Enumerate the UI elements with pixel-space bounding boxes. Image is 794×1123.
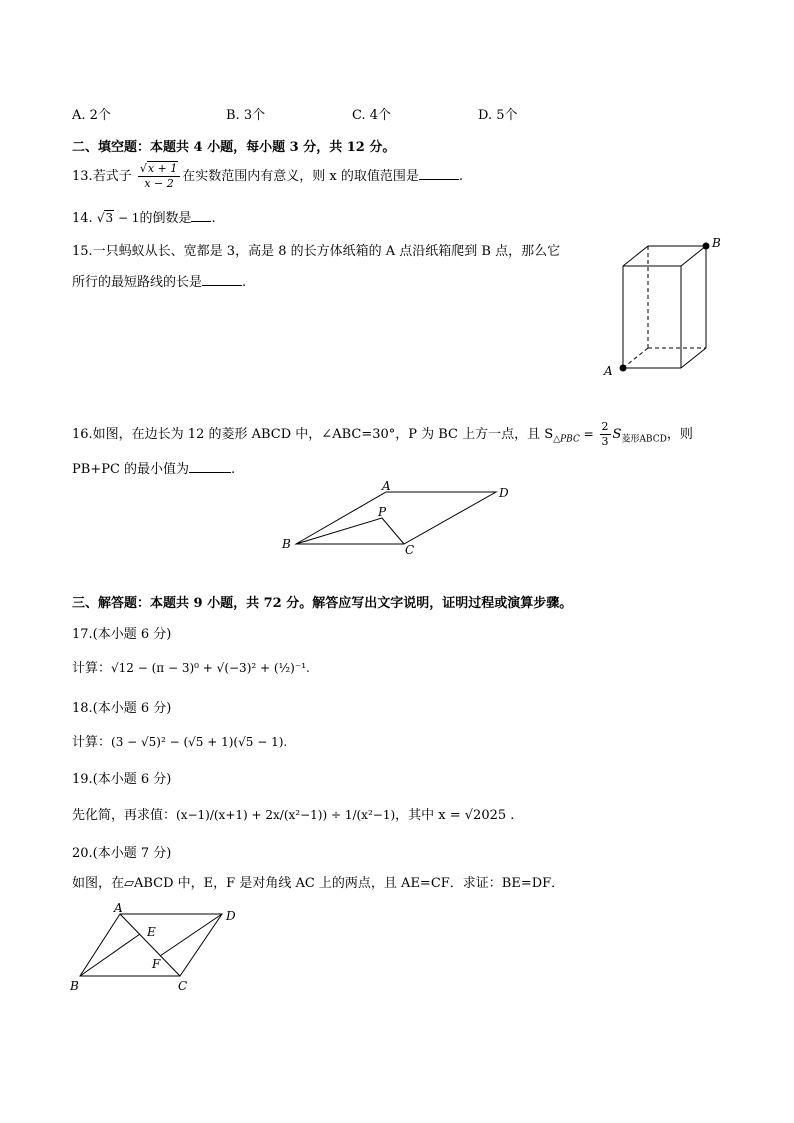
parallelogram-abcd xyxy=(80,914,222,976)
q13-frac-den: x − 2 xyxy=(144,177,174,190)
q14-number: 14. xyxy=(72,211,93,226)
q16-line-2: PB+PC 的最小值为 xyxy=(72,462,190,477)
figure-20-parallelogram xyxy=(62,896,252,996)
q18-body xyxy=(72,731,287,750)
q19-expression: (x−1)/(x+1) + 2x/(x²−1)) ÷ 1/(x²−1) xyxy=(176,808,396,822)
q16-blank[interactable] xyxy=(189,472,231,473)
diagonal-ac xyxy=(120,914,180,976)
figure-15-cuboid xyxy=(596,232,726,380)
label-b: B xyxy=(282,537,291,551)
q17-label: 计算： xyxy=(72,661,112,676)
figure-16-rhombus xyxy=(278,478,518,558)
label-a: A xyxy=(114,901,123,915)
q16-line-1 xyxy=(72,420,693,449)
q16-frac-den: 3 xyxy=(601,435,609,448)
segments-pb-pc xyxy=(296,518,404,544)
label-d: D xyxy=(226,909,236,923)
q15-line-2: 所行的最短路线的长是 xyxy=(72,275,203,290)
q16-frac-num: 2 xyxy=(601,420,609,433)
section-3-title: 三、解答题：本题共 9 小题，共 72 分。解答应写出文字说明，证明过程或演算步骤。 xyxy=(72,596,573,611)
q13-post: 在实数范围内有意义，则 x 的取值范围是 xyxy=(182,169,419,184)
label-b: B xyxy=(712,236,721,250)
cuboid-hidden-left-edge xyxy=(623,348,648,368)
question-14: 14. √3 − 1的倒数是 . xyxy=(72,211,216,226)
q18-expression: (3 − √5)² − (√5 + 1)(√5 − 1). xyxy=(111,735,288,749)
option-a: A. 2个 xyxy=(72,108,111,123)
q15-line-1: 15.一只蚂蚁从长、宽都是 3，高是 8 的长方体纸箱的 A 点沿纸箱爬到 B 点，那么它 xyxy=(72,244,561,259)
question-13 xyxy=(72,162,463,191)
q16-s2: S xyxy=(612,427,622,442)
section-2-title: 二、填空题：本题共 4 小题，每小题 3 分，共 12 分。 xyxy=(72,140,396,155)
label-a: A xyxy=(604,364,613,378)
cuboid-top-left-edge xyxy=(623,246,648,266)
segment-be xyxy=(80,934,140,976)
q20-heading: 20.(本小题 7 分) xyxy=(72,846,172,861)
q14-expr-rest: − 1 xyxy=(114,211,140,225)
label-c: C xyxy=(405,543,415,557)
cuboid-top-right-edge xyxy=(681,246,706,266)
q15-end: . xyxy=(242,275,247,290)
q13-frac-num: x + 1 xyxy=(147,162,178,175)
q16-sub-2: 菱形ABCD xyxy=(621,434,667,445)
q16-fraction xyxy=(600,420,611,449)
q14-expr: 3 xyxy=(105,211,114,225)
q16-sub-1: △PBC xyxy=(553,434,580,445)
q14-end: . xyxy=(211,211,216,226)
label-f: F xyxy=(152,957,161,971)
label-b: B xyxy=(70,979,79,993)
q18-label: 计算： xyxy=(72,735,112,750)
cuboid-bottom-right-edge xyxy=(681,348,706,368)
rhombus-abcd xyxy=(296,492,496,544)
q16-text-b: ，则 xyxy=(666,427,693,442)
q14-post: 的倒数是 xyxy=(139,211,192,226)
point-b-dot xyxy=(703,243,710,250)
q19-body xyxy=(72,804,514,823)
q19-label: 先化简，再求值： xyxy=(72,808,177,823)
label-d: D xyxy=(499,486,509,500)
q17-expression: √12 − (π − 3)⁰ + √(−3)² + (½)⁻¹. xyxy=(111,661,310,675)
q16-line-2-wrap xyxy=(72,458,235,477)
q19-heading: 19.(本小题 6 分) xyxy=(72,772,172,787)
q13-blank[interactable] xyxy=(419,179,459,180)
q13-pre: 若式子 xyxy=(92,169,132,184)
label-a: A xyxy=(382,479,391,493)
segment-df xyxy=(160,914,222,956)
q16-eq: = xyxy=(579,427,598,441)
option-d: D. 5个 xyxy=(478,108,518,123)
label-e: E xyxy=(147,925,156,939)
point-a-dot xyxy=(620,365,627,372)
q16-end: . xyxy=(231,462,236,477)
q13-number: 13. xyxy=(72,169,93,184)
q13-fraction: $\frac{√x + 1}{x - 2}$ xyxy=(138,162,180,191)
q15-line-2-wrap xyxy=(72,271,246,290)
label-p: P xyxy=(378,505,387,519)
q13-end: . xyxy=(458,169,464,184)
label-c: C xyxy=(178,979,188,993)
q15-blank[interactable] xyxy=(202,285,242,286)
q14-blank[interactable] xyxy=(191,221,211,222)
option-b: B. 3个 xyxy=(226,108,266,123)
q17-heading: 17.(本小题 6 分) xyxy=(72,627,172,642)
q18-heading: 18.(本小题 6 分) xyxy=(72,701,172,716)
q19-post: ，其中 x = √2025 . xyxy=(395,808,515,823)
q17-body xyxy=(72,657,310,676)
option-c: C. 4个 xyxy=(352,108,392,123)
q16-text-a: 16.如图，在边长为 12 的菱形 ABCD 中，∠ABC=30°，P 为 BC 上方一点，且 S xyxy=(72,427,554,442)
q20-text: 如图，在▱ABCD 中，E，F 是对角线 AC 上的两点，且 AE=CF．求证：BE=DF． xyxy=(72,876,565,891)
